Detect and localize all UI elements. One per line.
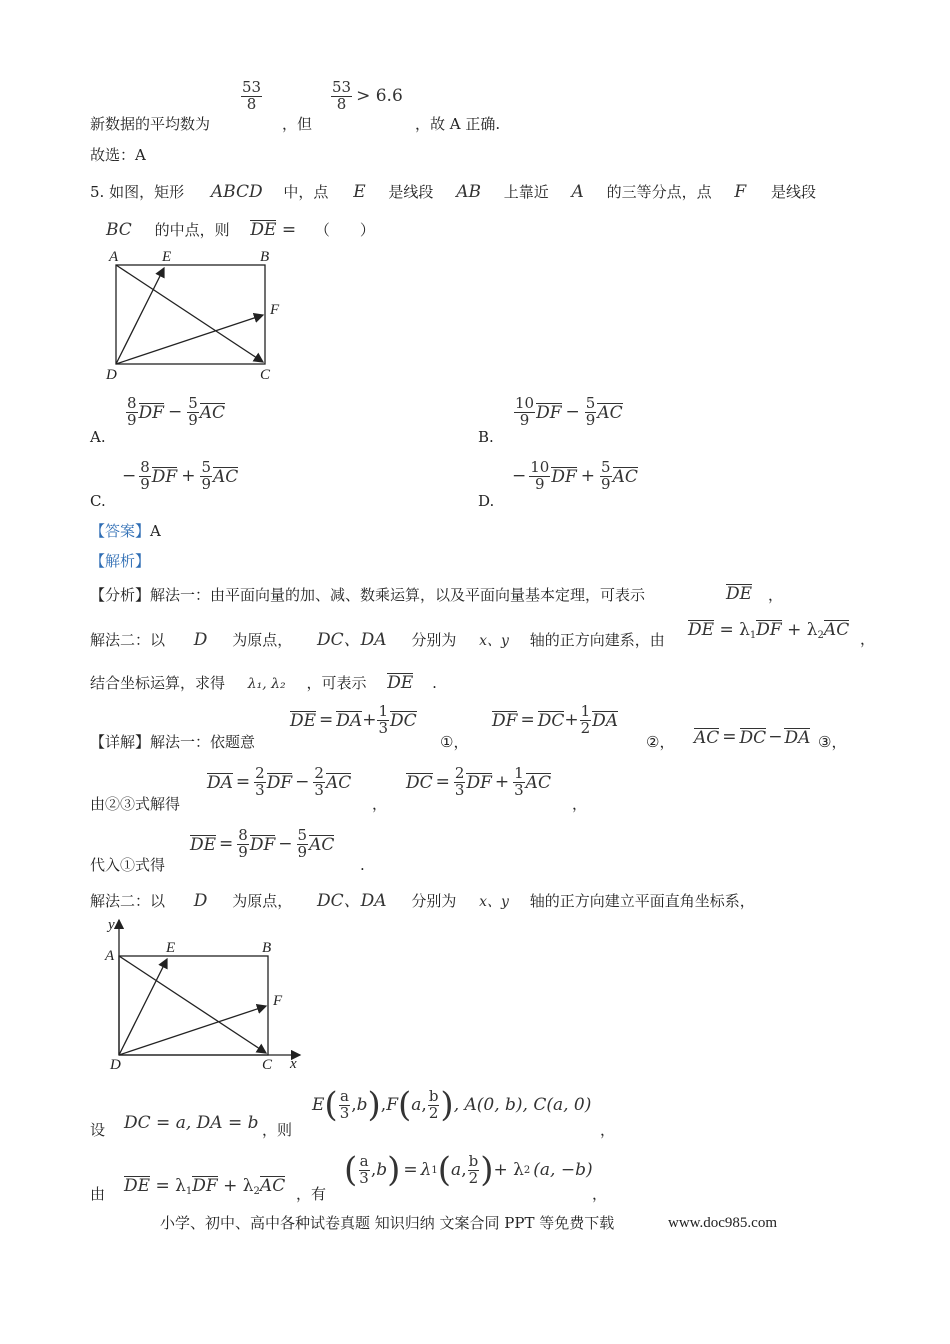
option-c[interactable]: − $\frac{8}{9}$ DF + $\frac{5}{9}$ AC (122, 458, 239, 493)
mean-but: ，但 (282, 115, 313, 133)
label-a: A (109, 249, 119, 265)
equation-1: DE = DA + $\frac{1}{3}$ DC (290, 702, 417, 737)
detail-line: 【详解】解法一：依题意 (90, 733, 256, 751)
fenxi-de: DE (726, 584, 753, 604)
option-b-label: B. (478, 428, 494, 446)
option-c-label: C. (90, 492, 106, 510)
option-b[interactable]: 10 9 DF − $\frac{5}{9}$ AC (515, 394, 623, 429)
label-b2: B (262, 940, 272, 956)
analysis-tag: 【解析】 (90, 552, 151, 570)
vector-df-2 (119, 1006, 266, 1055)
answer-line (90, 524, 161, 539)
answer-value: A (150, 522, 161, 540)
you-equation: DE = $\lambda_1DF + \lambda_2AC$ (124, 1176, 286, 1197)
equation-dc: DC = $\frac{2}{3}$ DF + $\frac{1}{3}$ AC (406, 764, 551, 799)
equation-da: DA = $\frac{2}{3}$ DF − $\frac{2}{3}$ AC (207, 764, 352, 799)
fenxi-line: 【分析】解法一：由平面向量的加、减、数乘运算，以及平面向量基本定理，可表示 (90, 586, 646, 604)
label-a2: A (105, 948, 115, 964)
points-coordinates: E ( a 3 , b ) , F ( a , b 2 ) , A(0, b), C(a, 0) (312, 1085, 592, 1125)
rectangle-figure-1 (100, 248, 290, 383)
substitute-line: 代入①式得 (90, 856, 166, 874)
vector-ac (116, 265, 263, 362)
coordinate-figure-2 (100, 915, 310, 1075)
mean-conclusion: ，故 A 正确. (415, 115, 501, 133)
mean-comparison: 53 8 > 6.6 (332, 78, 403, 113)
fa2-equation: DE = $\lambda_1DF + \lambda_2AC$ (688, 620, 850, 641)
label-d: D (106, 367, 117, 383)
equation-de-result: DE = $\frac{8}{9}$ DF − $\frac{5}{9}$ AC (190, 826, 335, 861)
label-c2: C (262, 1057, 273, 1073)
label-b: B (260, 249, 270, 265)
label-f: F (270, 302, 280, 318)
equation-3: AC = DC − DA (694, 727, 811, 748)
footer-link[interactable]: www.doc985.com (668, 1215, 778, 1231)
option-a-label: A. (90, 428, 106, 446)
equation-2: DF = DC + $\frac{1}{2}$ DA (492, 702, 619, 737)
coord-line: 结合坐标运算，求得 λ₁, λ₂ ，可表示 DE . (90, 673, 437, 693)
label-x: x (290, 1056, 297, 1072)
label-f2: F (273, 993, 283, 1009)
label-c: C (260, 367, 271, 383)
answer-tag: 【答案】 (90, 522, 151, 540)
label-d2: D (110, 1057, 121, 1073)
you-coordinates: ( a 3 , b ) = λ 1 ( a , b 2 ) + λ 2 (a, −b) (344, 1150, 593, 1190)
fa2b-line: 解法二：以 D 为原点， DC、DA 分别为 x、y 轴的正方向建立平面直角坐标系， (90, 891, 755, 911)
label-y: y (108, 917, 115, 933)
option-d[interactable]: − $\frac{10}{9}$ DF + $\frac{5}{9}$ AC (512, 458, 638, 493)
you-line: 由 (90, 1185, 106, 1203)
question-5-cont: BC 的中点，则 DE = （ ） (106, 220, 375, 240)
label-e: E (162, 249, 172, 265)
option-a[interactable]: 8 9 DF − $\frac{5}{9}$ AC (127, 394, 226, 429)
option-d-label: D. (478, 492, 495, 510)
label-e2: E (166, 940, 176, 956)
question-5: 5. 如图，矩形 ABCD 中，点 E 是线段 AB 上靠近 A 的三等分点，点 F 是线段 (90, 182, 816, 202)
footer-left: 小学、初中、高中各种试卷真题 知识归纳 文案合同 PPT 等免费下载 (160, 1214, 615, 1232)
vector-de-2 (119, 959, 167, 1055)
set-line: 设 (90, 1121, 106, 1139)
mean-line: 新数据的平均数为 (90, 115, 211, 133)
set-equation: DC = a, DA = b (124, 1113, 259, 1133)
choice-line: 故选：A (90, 146, 146, 164)
vector-de (116, 268, 164, 364)
vector-ac-2 (119, 956, 266, 1053)
fa2-line: 解法二：以 D 为原点， DC、DA 分别为 x、y 轴的正方向建系，由 (90, 630, 665, 650)
vector-df (116, 315, 263, 364)
solve-line: 由②③式解得 (90, 795, 181, 813)
mean-fraction: 53 8 (242, 78, 262, 113)
